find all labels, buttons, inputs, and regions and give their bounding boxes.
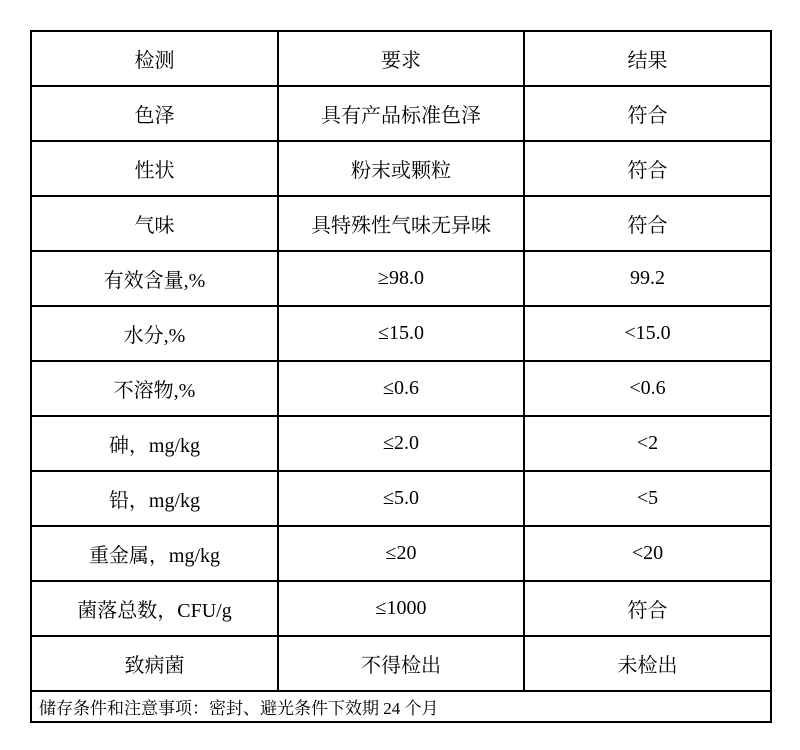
cell-test-item: 铅，mg/kg: [31, 471, 278, 526]
storage-note: 储存条件和注意事项：密封、避光条件下效期 24 个月: [31, 691, 771, 722]
cell-test-item: 致病菌: [31, 636, 278, 691]
cell-result: 符合: [524, 86, 771, 141]
column-header-test: 检测: [31, 31, 278, 86]
cell-result: <2: [524, 416, 771, 471]
table-footer-row: [31, 691, 771, 722]
cell-requirement: ≤1000: [278, 581, 524, 636]
table-row: [31, 196, 771, 251]
cell-requirement: ≤0.6: [278, 361, 524, 416]
table-row: [31, 416, 771, 471]
column-header-result: 结果: [524, 31, 771, 86]
cell-requirement: ≤2.0: [278, 416, 524, 471]
cell-test-item: 色泽: [31, 86, 278, 141]
cell-result: 未检出: [524, 636, 771, 691]
table-row: [31, 361, 771, 416]
column-header-requirement: 要求: [278, 31, 524, 86]
cell-result: 符合: [524, 196, 771, 251]
table-row: [31, 306, 771, 361]
cell-requirement: ≥98.0: [278, 251, 524, 306]
cell-test-item: 气味: [31, 196, 278, 251]
table-row: [31, 86, 771, 141]
table-row: [31, 581, 771, 636]
table-row: [31, 471, 771, 526]
cell-result: 符合: [524, 581, 771, 636]
cell-result: <15.0: [524, 306, 771, 361]
cell-test-item: 菌落总数，CFU/g: [31, 581, 278, 636]
table-header-row: [31, 31, 771, 86]
cell-result: 符合: [524, 141, 771, 196]
table-row: [31, 141, 771, 196]
cell-requirement: 不得检出: [278, 636, 524, 691]
cell-result: <20: [524, 526, 771, 581]
cell-requirement: ≤5.0: [278, 471, 524, 526]
cell-result: 99.2: [524, 251, 771, 306]
cell-requirement: 粉末或颗粒: [278, 141, 524, 196]
cell-test-item: 砷，mg/kg: [31, 416, 278, 471]
cell-test-item: 水分,%: [31, 306, 278, 361]
cell-result: <5: [524, 471, 771, 526]
cell-requirement: 具特殊性气味无异味: [278, 196, 524, 251]
table-row: [31, 636, 771, 691]
table-row: [31, 251, 771, 306]
cell-requirement: ≤20: [278, 526, 524, 581]
inspection-report-table: [30, 30, 772, 723]
cell-result: <0.6: [524, 361, 771, 416]
cell-test-item: 性状: [31, 141, 278, 196]
cell-test-item: 重金属，mg/kg: [31, 526, 278, 581]
cell-requirement: 具有产品标准色泽: [278, 86, 524, 141]
table-row: [31, 526, 771, 581]
cell-requirement: ≤15.0: [278, 306, 524, 361]
cell-test-item: 有效含量,%: [31, 251, 278, 306]
cell-test-item: 不溶物,%: [31, 361, 278, 416]
